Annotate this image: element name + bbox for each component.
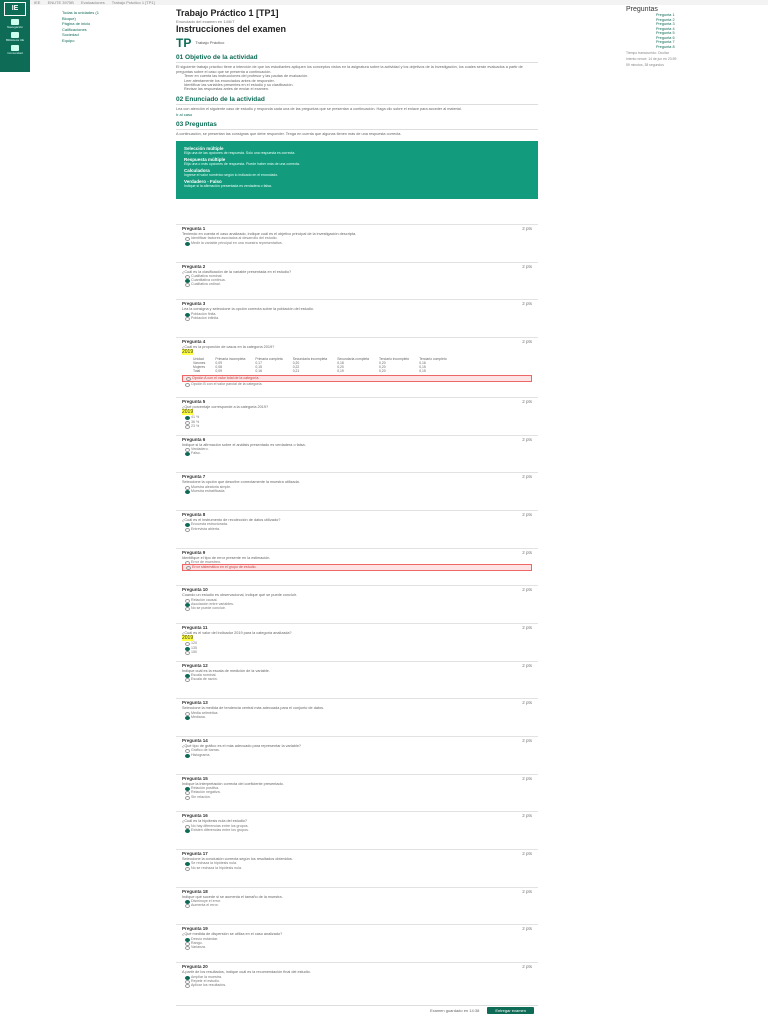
question-text: Cuando un estudio es observacional, indique qué se puede concluir. bbox=[182, 593, 297, 598]
type-heading: Calculadora bbox=[184, 168, 210, 173]
answer-option[interactable]: Ampliar la muestra. bbox=[182, 975, 532, 979]
bullet-item: Revisar las respuestas antes de enviar el examen. bbox=[184, 87, 270, 92]
question-points: 2 pts bbox=[522, 700, 532, 706]
table-header-cell: Terciario completo bbox=[419, 357, 447, 362]
question-points: 2 pts bbox=[522, 851, 532, 857]
sidebar-item-nav[interactable]: Navegación bbox=[0, 19, 30, 29]
table-cell: 0,20 bbox=[379, 369, 386, 374]
question-jump-link[interactable]: Pregunta 1 bbox=[656, 13, 675, 17]
nav-link[interactable]: Página de inicio bbox=[62, 21, 91, 26]
question-header bbox=[182, 813, 532, 818]
question-types-box bbox=[176, 141, 538, 199]
bullet-item: Leer atentamente los enunciados antes de responder. bbox=[184, 78, 275, 83]
question-card bbox=[176, 510, 538, 548]
question-header bbox=[182, 738, 532, 743]
question-points: 2 pts bbox=[522, 888, 532, 894]
question-jump-link[interactable]: Pregunta 6 bbox=[656, 35, 675, 40]
question-points: 2 pts bbox=[522, 738, 532, 744]
breadcrumb-item[interactable]: IEE bbox=[34, 0, 41, 5]
answer-option[interactable]: Sin relación. bbox=[182, 795, 532, 799]
table-row bbox=[188, 369, 452, 373]
badge-label: Trabajo Práctico bbox=[195, 40, 225, 45]
table-cell: 0,18 bbox=[337, 361, 344, 366]
page-subtitle: Enunciado del examen en 14/6/7 bbox=[176, 19, 235, 24]
question-header bbox=[182, 339, 532, 344]
question-points: 2 pts bbox=[522, 474, 532, 480]
highlighted-term: 2019 bbox=[182, 409, 194, 416]
save-status: Examen guardado en 14:38 bbox=[429, 1008, 480, 1013]
table-header-cell: Primaria incompleta bbox=[215, 357, 246, 362]
sidebar-item-community[interactable]: Comunidad bbox=[0, 45, 30, 55]
question-number: Pregunta 18 bbox=[182, 888, 208, 894]
question-card bbox=[176, 585, 538, 623]
section-text: A continuación, se presentan las consignas que debe responder. Tenga en cuenta que algunas tienen más de una respuesta correcta. bbox=[176, 132, 402, 137]
answer-option[interactable]: Relación negativa. bbox=[182, 790, 532, 794]
question-card bbox=[176, 224, 538, 262]
question-points: 2 pts bbox=[522, 964, 532, 970]
question-card bbox=[176, 811, 538, 849]
table-cell: Total bbox=[193, 369, 201, 374]
table-header-cell: Secundaria incompleta bbox=[292, 357, 328, 362]
question-points: 2 pts bbox=[522, 263, 532, 269]
table-header-cell: Secundaria completa bbox=[337, 357, 370, 362]
question-points: 2 pts bbox=[522, 662, 532, 668]
time-remaining: 59 minutos, 38 segundos bbox=[626, 63, 664, 67]
answer-option[interactable]: Media aritmética. bbox=[182, 711, 532, 715]
data-table bbox=[188, 357, 452, 373]
question-text: ¿Cuál es la proporción de casos en la categoría 2019? bbox=[182, 345, 275, 350]
question-header bbox=[182, 964, 532, 969]
answer-option[interactable]: Escala nominal. bbox=[182, 673, 532, 677]
table-header-cell: Unidad bbox=[193, 357, 204, 362]
question-points: 2 pts bbox=[522, 926, 532, 932]
timer-toggle[interactable]: Tiempo transcurrido: Ocultar bbox=[626, 51, 669, 55]
question-card bbox=[176, 623, 538, 661]
due-date: Intento vence: 14 de jun en 23:59 bbox=[626, 57, 677, 61]
table-cell: 0,21 bbox=[292, 369, 300, 374]
question-points: 2 pts bbox=[522, 226, 532, 231]
answer-option[interactable]: Cualitativa nominal. bbox=[182, 274, 532, 278]
section-heading: 02 Enunciado de la actividad bbox=[176, 96, 538, 105]
answer-option[interactable]: Error sistemático en el grupo de estudio. bbox=[182, 564, 532, 570]
answer-option[interactable]: Disminuye el error. bbox=[182, 899, 532, 903]
question-header bbox=[182, 700, 532, 705]
question-header bbox=[182, 399, 532, 404]
highlighted-term: 2019 bbox=[182, 349, 194, 356]
answer-option[interactable]: Existen diferencias entre los grupos. bbox=[182, 828, 532, 832]
question-jump-link[interactable]: Pregunta 2 bbox=[656, 17, 675, 22]
breadcrumb-item: Trabajo Práctico 1 [TP1] bbox=[111, 0, 155, 5]
answer-option[interactable]: Relación causal. bbox=[182, 598, 532, 602]
question-text: ¿Qué porcentaje corresponde a la categoría 2019? bbox=[182, 405, 269, 410]
question-text: ¿Cuál es la hipótesis nula del estudio? bbox=[182, 819, 248, 824]
question-text: ¿Qué medida de dispersión se utiliza en el caso analizado? bbox=[182, 932, 283, 937]
question-jump-link[interactable]: Pregunta 4 bbox=[656, 26, 675, 31]
question-card bbox=[176, 924, 538, 962]
table-header-cell: Primaria completa bbox=[255, 357, 283, 362]
section-text: Lea con atención el siguiente caso de estudio y responda cada una de las preguntas que se presentan a continuación. Haga clic sobre el enlace para acceder al material. bbox=[176, 106, 462, 111]
question-header bbox=[182, 550, 532, 555]
answer-option[interactable]: Encuesta estructurada. bbox=[182, 522, 532, 526]
answer-option[interactable]: Cuantitativa continua. bbox=[182, 278, 532, 282]
question-header bbox=[182, 889, 532, 894]
answer-option[interactable]: 23 % bbox=[182, 424, 532, 428]
answer-option[interactable]: Se rechaza la hipótesis nula. bbox=[182, 861, 532, 865]
submit-bar bbox=[176, 1005, 538, 1015]
question-header bbox=[182, 474, 532, 479]
question-number: Pregunta 8 bbox=[182, 512, 206, 518]
question-card bbox=[176, 548, 538, 586]
type-heading: Selección múltiple bbox=[184, 146, 224, 151]
answer-option[interactable]: Población finita. bbox=[182, 312, 532, 316]
answer-option[interactable]: Aplicar los resultados. bbox=[182, 983, 532, 987]
nav-link[interactable]: Sociedad bbox=[62, 32, 79, 37]
type-text: Elija una de las opciones de respuesta. Solo una respuesta es correcta. bbox=[184, 151, 296, 155]
question-text: Indique qué sucede si se aumenta el tamaño de la muestra. bbox=[182, 894, 283, 899]
badge-code: TP bbox=[176, 36, 192, 50]
question-header bbox=[182, 512, 532, 517]
question-number: Pregunta 5 bbox=[182, 399, 206, 405]
answer-option[interactable]: Rango. bbox=[182, 941, 532, 945]
question-number: Pregunta 13 bbox=[182, 700, 208, 706]
table-cell: 0,20 bbox=[379, 365, 386, 370]
question-number: Pregunta 16 bbox=[182, 813, 208, 819]
table-cell: 0,20 bbox=[379, 361, 386, 366]
question-text: ¿Cuál es el valor del indicador 2019 para la categoría analizada? bbox=[182, 631, 292, 636]
answer-option[interactable]: Asociación entre variables. bbox=[182, 602, 532, 606]
table-cell: 0,20 bbox=[337, 365, 344, 370]
question-text: Lea la consigna y seleccione la opción correcta sobre la población del estudio. bbox=[182, 307, 314, 312]
section-heading: 03 Preguntas bbox=[176, 121, 538, 130]
question-points: 2 pts bbox=[522, 549, 532, 555]
question-text: ¿Cuál es la clasificación de la variable presentada en el estudio? bbox=[182, 269, 292, 274]
question-jump-link[interactable]: Pregunta 8 bbox=[656, 44, 675, 49]
type-text: Ingrese el valor numérico según lo indicado en el enunciado. bbox=[184, 173, 279, 177]
question-text: Identifique el tipo de error presente en la estimación. bbox=[182, 555, 271, 560]
nav-link[interactable]: Calificaciones bbox=[62, 26, 87, 32]
submit-exam-button[interactable]: Entregar examen bbox=[487, 1007, 534, 1014]
table-cell: 0,16 bbox=[419, 361, 426, 366]
questions-panel bbox=[626, 6, 766, 67]
answer-option[interactable]: Muestra estratificada. bbox=[182, 489, 532, 493]
table-cell: 0,15 bbox=[419, 369, 426, 374]
question-card bbox=[176, 887, 538, 925]
answer-option[interactable]: Histograma. bbox=[182, 753, 532, 757]
global-sidebar bbox=[0, 0, 30, 72]
type-text: Elija una o más opciones de respuesta. Puede haber más de una correcta. bbox=[184, 162, 300, 166]
question-text: Teniendo en cuenta el caso analizado, indique cuál es el objetivo principal de la investigación descripta. bbox=[182, 232, 357, 236]
table-cell: 0,09 bbox=[215, 361, 222, 366]
question-points: 2 pts bbox=[522, 339, 532, 345]
question-number: Pregunta 20 bbox=[182, 964, 208, 970]
answer-option[interactable]: Medir la variable principal en una muestra representativa. bbox=[182, 241, 532, 245]
question-card bbox=[176, 435, 538, 473]
answer-option[interactable]: Desvío estándar. bbox=[182, 937, 532, 941]
question-points: 2 pts bbox=[522, 436, 532, 442]
question-number: Pregunta 1 bbox=[182, 226, 206, 231]
answer-option[interactable]: Falso. bbox=[182, 451, 532, 455]
answer-option[interactable]: Error de muestreo. bbox=[182, 560, 532, 564]
sidebar-item-library[interactable]: Biblioteca UE bbox=[0, 32, 30, 42]
answer-option[interactable]: No hay diferencias entre los grupos. bbox=[182, 824, 532, 828]
logo[interactable]: IE bbox=[4, 2, 26, 16]
question-text: Seleccione la conclusión correcta según los resultados obtenidos. bbox=[182, 857, 293, 862]
bullet-item: Identificar las variables presentes en el estudio y su clasificación. bbox=[184, 83, 294, 87]
answer-option[interactable]: Mediana. bbox=[182, 715, 532, 719]
question-card bbox=[176, 962, 538, 1000]
page-title: Trabajo Práctico 1 [TP1] bbox=[176, 8, 279, 18]
answer-option[interactable]: 120 bbox=[182, 641, 532, 645]
question-number: Pregunta 17 bbox=[182, 851, 208, 857]
answer-option[interactable]: Entrevista abierta. bbox=[182, 527, 532, 531]
table-cell: 0,22 bbox=[292, 365, 300, 370]
question-header bbox=[182, 625, 532, 630]
table-header-cell: Terciario incompleto bbox=[379, 357, 410, 362]
table-cell: 0,09 bbox=[215, 369, 222, 374]
nav-link[interactable]: Equipo bbox=[62, 37, 75, 43]
question-header bbox=[182, 663, 532, 668]
question-points: 2 pts bbox=[522, 301, 532, 307]
question-card bbox=[176, 299, 538, 337]
question-header bbox=[182, 301, 532, 306]
question-card bbox=[176, 849, 538, 887]
answer-option[interactable]: Aumenta el error. bbox=[182, 903, 532, 907]
question-card bbox=[176, 661, 538, 699]
question-points: 2 pts bbox=[522, 587, 532, 593]
table-cell: 0,20 bbox=[292, 361, 300, 366]
panel-title: Preguntas bbox=[626, 6, 658, 13]
question-number: Pregunta 14 bbox=[182, 738, 208, 744]
answer-option[interactable]: No se rechaza la hipótesis nula. bbox=[182, 866, 532, 870]
answer-option[interactable]: 36 % bbox=[182, 420, 532, 424]
table-cell: 0,16 bbox=[255, 369, 262, 374]
table-cell: 0,17 bbox=[255, 361, 262, 366]
question-jump-link[interactable]: Pregunta 3 bbox=[656, 22, 675, 26]
question-text: Indique cuál es la escala de medición de la variable. bbox=[182, 668, 270, 673]
answer-option[interactable]: Verdadero. bbox=[182, 447, 532, 451]
question-card bbox=[176, 397, 538, 435]
answer-option[interactable]: Varianza. bbox=[182, 945, 532, 949]
question-text: Seleccione la medida de tendencia central más adecuada para el conjunto de datos. bbox=[182, 706, 325, 711]
answer-option[interactable]: Relación positiva. bbox=[182, 786, 532, 790]
question-number: Pregunta 9 bbox=[182, 549, 206, 555]
question-card bbox=[176, 337, 538, 397]
breadcrumb-item[interactable]: ENUTE 3975B bbox=[47, 0, 74, 5]
answer-option[interactable]: Identificar factores asociados al desarrollo del estudio. bbox=[182, 236, 532, 240]
answer-option[interactable]: 150 bbox=[182, 650, 532, 654]
table-cell: Varones bbox=[193, 361, 206, 366]
question-header bbox=[182, 437, 532, 442]
tp-badge bbox=[176, 36, 538, 50]
answer-option[interactable]: Repetir el estudio. bbox=[182, 979, 532, 983]
question-number: Pregunta 10 bbox=[182, 587, 208, 593]
question-card bbox=[176, 698, 538, 736]
question-number: Pregunta 6 bbox=[182, 436, 206, 442]
table-cell: Mujeres bbox=[193, 365, 206, 370]
question-text: ¿Qué tipo de gráfico es el más adecuado para representar la variable? bbox=[182, 744, 302, 749]
answer-option[interactable]: 41 % bbox=[182, 415, 532, 419]
question-number: Pregunta 19 bbox=[182, 926, 208, 932]
table-cell: 0,15 bbox=[255, 365, 262, 370]
question-points: 2 pts bbox=[522, 512, 532, 518]
question-text: Seleccione la opción que describe correctamente la muestra utilizada. bbox=[182, 480, 300, 485]
answer-option[interactable]: Cualitativa ordinal. bbox=[182, 282, 532, 286]
question-header bbox=[182, 587, 532, 592]
question-jump-link[interactable]: Pregunta 7 bbox=[656, 40, 675, 44]
answer-option[interactable]: Gráfico de barras. bbox=[182, 748, 532, 752]
question-card bbox=[176, 774, 538, 812]
question-card bbox=[176, 736, 538, 774]
table-cell: 0,19 bbox=[337, 369, 344, 374]
table-cell: 0,08 bbox=[215, 365, 222, 370]
question-header bbox=[182, 851, 532, 856]
question-points: 2 pts bbox=[522, 399, 532, 405]
type-text: Indique si la afirmación presentada es verdadera o falsa. bbox=[184, 184, 272, 188]
answer-option[interactable]: Población infinita. bbox=[182, 316, 532, 320]
type-heading: Verdadero - Falso bbox=[184, 179, 222, 184]
question-jump-link[interactable]: Pregunta 5 bbox=[656, 31, 675, 35]
question-header bbox=[182, 776, 532, 781]
answer-option[interactable]: Escala de razón. bbox=[182, 677, 532, 681]
course-nav bbox=[62, 10, 107, 43]
question-header bbox=[182, 926, 532, 931]
question-number: Pregunta 11 bbox=[182, 625, 208, 631]
question-text: ¿Cuál es el instrumento de recolección de datos utilizado? bbox=[182, 518, 281, 523]
answer-option[interactable]: Opción B con el valor parcial de la categoría. bbox=[182, 382, 532, 386]
question-number: Pregunta 2 bbox=[182, 263, 206, 269]
question-header bbox=[182, 226, 532, 231]
question-number: Pregunta 4 bbox=[182, 339, 206, 345]
answer-option[interactable]: Opción A con el valor total de la categoría. bbox=[182, 375, 532, 381]
answer-option[interactable]: 135 bbox=[182, 646, 532, 650]
case-link[interactable]: Ir al caso bbox=[176, 112, 193, 118]
question-points: 2 pts bbox=[522, 625, 532, 631]
question-points: 2 pts bbox=[522, 813, 532, 819]
answer-option[interactable]: No se puede concluir. bbox=[182, 606, 532, 610]
breadcrumb bbox=[30, 0, 768, 5]
instructions-heading: Instrucciones del examen bbox=[176, 24, 287, 34]
answer-option[interactable]: Muestra aleatoria simple. bbox=[182, 485, 532, 489]
exam-instructions bbox=[176, 8, 538, 199]
question-text: A partir de los resultados, indique cuál es la recomendación final del estudio. bbox=[182, 970, 311, 975]
question-number: Pregunta 15 bbox=[182, 775, 208, 781]
section-text: El siguiente trabajo práctico tiene a intención de que los estudiantes apliquen los conceptos vistos en la asignatura sobre la actividad y los objetivos de la investigación, los cuales serán evaluados a partir de preguntas sobre el caso que se presenta a continuación. bbox=[176, 65, 523, 74]
highlighted-term: 2019 bbox=[182, 635, 194, 642]
question-text: Indique la interpretación correcta del coeficiente presentado. bbox=[182, 781, 284, 786]
breadcrumb-item[interactable]: Evaluaciones bbox=[80, 0, 105, 5]
question-header bbox=[182, 264, 532, 269]
question-card bbox=[176, 262, 538, 300]
bullet-item: Tener en cuenta las instrucciones del profesor y las pautas de evaluación. bbox=[184, 74, 309, 79]
question-text: Indique si la afirmación sobre el análisis presentado es verdadera o falsa. bbox=[182, 442, 306, 447]
question-number: Pregunta 12 bbox=[182, 662, 208, 668]
question-points: 2 pts bbox=[522, 775, 532, 781]
table-cell: 0,15 bbox=[419, 365, 426, 370]
nav-link[interactable]: Todas la unidades (1 Bloque) bbox=[62, 10, 99, 21]
question-card bbox=[176, 472, 538, 510]
questions-list bbox=[176, 224, 538, 1000]
type-heading: Respuesta múltiple bbox=[184, 157, 226, 162]
question-number: Pregunta 7 bbox=[182, 474, 206, 480]
section-heading: 01 Objetivo de la actividad bbox=[176, 54, 538, 63]
question-number: Pregunta 3 bbox=[182, 301, 206, 307]
